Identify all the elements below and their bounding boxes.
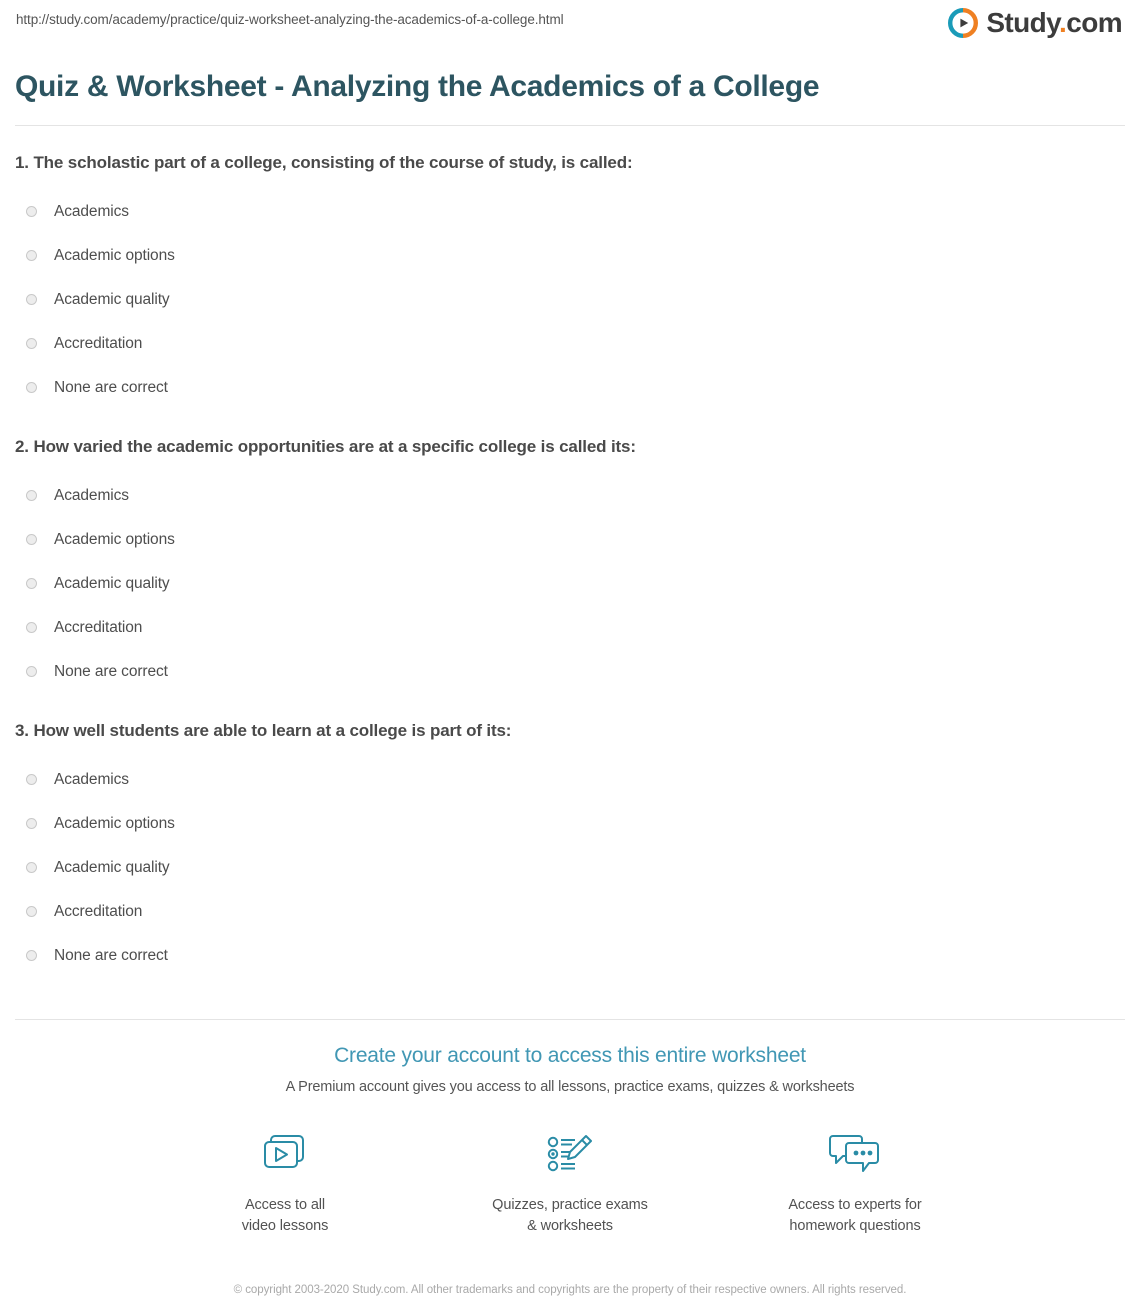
radio-button-icon[interactable] — [26, 382, 37, 393]
answer-option-label: Academics — [54, 770, 129, 788]
benefit-item-video-lessons — [198, 1127, 373, 1237]
answer-option[interactable] — [15, 802, 1125, 846]
answer-option[interactable] — [15, 474, 1125, 518]
answer-option[interactable] — [15, 366, 1125, 410]
benefit-item-experts — [768, 1127, 943, 1237]
answer-option-label: Accreditation — [54, 334, 143, 352]
study-com-logo[interactable] — [948, 8, 1122, 38]
answer-option-label: None are correct — [54, 662, 168, 680]
radio-button-icon[interactable] — [26, 622, 37, 633]
benefit-caption — [483, 1195, 658, 1237]
radio-button-icon[interactable] — [26, 338, 37, 349]
radio-button-icon[interactable] — [26, 578, 37, 589]
radio-button-icon[interactable] — [26, 906, 37, 917]
radio-button-icon[interactable] — [26, 534, 37, 545]
answer-option[interactable] — [15, 890, 1125, 934]
radio-button-icon[interactable] — [26, 862, 37, 873]
answer-option[interactable] — [15, 322, 1125, 366]
radio-button-icon[interactable] — [26, 490, 37, 501]
answer-option[interactable] — [15, 758, 1125, 802]
question-text: 1. The scholastic part of a college, consisting of the course of study, is called: — [15, 152, 633, 172]
answer-option-label: Academic quality — [54, 858, 170, 876]
answer-option[interactable] — [15, 650, 1125, 694]
benefit-caption-line2: video lessons — [241, 1217, 329, 1234]
answer-option[interactable] — [15, 934, 1125, 978]
benefit-caption — [198, 1195, 373, 1237]
answer-option-label: Academic options — [54, 246, 175, 264]
chat-bubbles-icon — [768, 1127, 943, 1183]
answer-option-label: Academics — [54, 202, 129, 220]
benefit-item-quizzes — [483, 1127, 658, 1237]
radio-button-icon[interactable] — [26, 206, 37, 217]
play-circle-icon — [948, 8, 978, 38]
answer-option[interactable] — [15, 234, 1125, 278]
answer-option-label: Academic quality — [54, 574, 170, 592]
answer-option-label: Accreditation — [54, 902, 143, 920]
answer-options — [15, 190, 1125, 410]
question-block — [15, 410, 1125, 694]
radio-button-icon[interactable] — [26, 294, 37, 305]
benefit-caption-line2: & worksheets — [527, 1217, 613, 1234]
answer-options — [15, 474, 1125, 694]
question-block — [15, 126, 1125, 410]
promo-section — [0, 1020, 1140, 1299]
url-text: http://study.com/academy/practice/quiz-worksheet-analyzing-the-academics-of-a-college.html — [16, 12, 564, 27]
answer-option[interactable] — [15, 190, 1125, 234]
benefit-caption — [768, 1195, 943, 1237]
answer-option[interactable] — [15, 562, 1125, 606]
benefit-caption-line1: Quizzes, practice exams — [492, 1196, 648, 1213]
brand-tld: com — [1066, 7, 1122, 38]
answer-option[interactable] — [15, 606, 1125, 650]
brand-name: Study — [986, 7, 1060, 38]
radio-button-icon[interactable] — [26, 818, 37, 829]
quiz-pencil-icon — [483, 1127, 658, 1183]
answer-option-label: Academic options — [54, 530, 175, 548]
video-lessons-icon — [198, 1127, 373, 1183]
brand-wordmark — [986, 9, 1122, 37]
benefit-caption-line2: homework questions — [789, 1217, 921, 1234]
answer-option-label: None are correct — [54, 378, 168, 396]
create-account-link[interactable]: Create your account to access this entire worksheet — [334, 1043, 806, 1067]
question-text: 2. How varied the academic opportunities are at a specific college is called its: — [15, 436, 636, 456]
answer-option[interactable] — [15, 518, 1125, 562]
answer-option-label: Academic options — [54, 814, 175, 832]
page-title: Quiz & Worksheet - Analyzing the Academics of a College — [15, 70, 820, 103]
question-block — [15, 694, 1125, 978]
answer-option[interactable] — [15, 846, 1125, 890]
benefit-caption-line1: Access to all — [244, 1196, 326, 1213]
question-text: 3. How well students are able to learn at a college is part of its: — [15, 720, 512, 740]
answer-option-label: Academic quality — [54, 290, 170, 308]
benefits-list — [0, 1127, 1140, 1237]
answer-option-label: None are correct — [54, 946, 168, 964]
benefit-caption-line1: Access to experts for — [788, 1196, 922, 1213]
radio-button-icon[interactable] — [26, 250, 37, 261]
brand-dot: . — [1059, 7, 1067, 38]
quiz-questions-list — [0, 126, 1140, 978]
copyright-text: © copyright 2003-2020 Study.com. All other trademarks and copyrights are the property of their respective owners. All rights reserved. — [233, 1283, 907, 1296]
page-header — [0, 0, 1140, 62]
answer-option[interactable] — [15, 278, 1125, 322]
answer-option-label: Accreditation — [54, 618, 143, 636]
promo-subheading: A Premium account gives you access to all lessons, practice exams, quizzes & worksheets — [285, 1078, 855, 1095]
answer-options — [15, 758, 1125, 978]
radio-button-icon[interactable] — [26, 950, 37, 961]
radio-button-icon[interactable] — [26, 774, 37, 785]
answer-option-label: Academics — [54, 486, 129, 504]
radio-button-icon[interactable] — [26, 666, 37, 677]
